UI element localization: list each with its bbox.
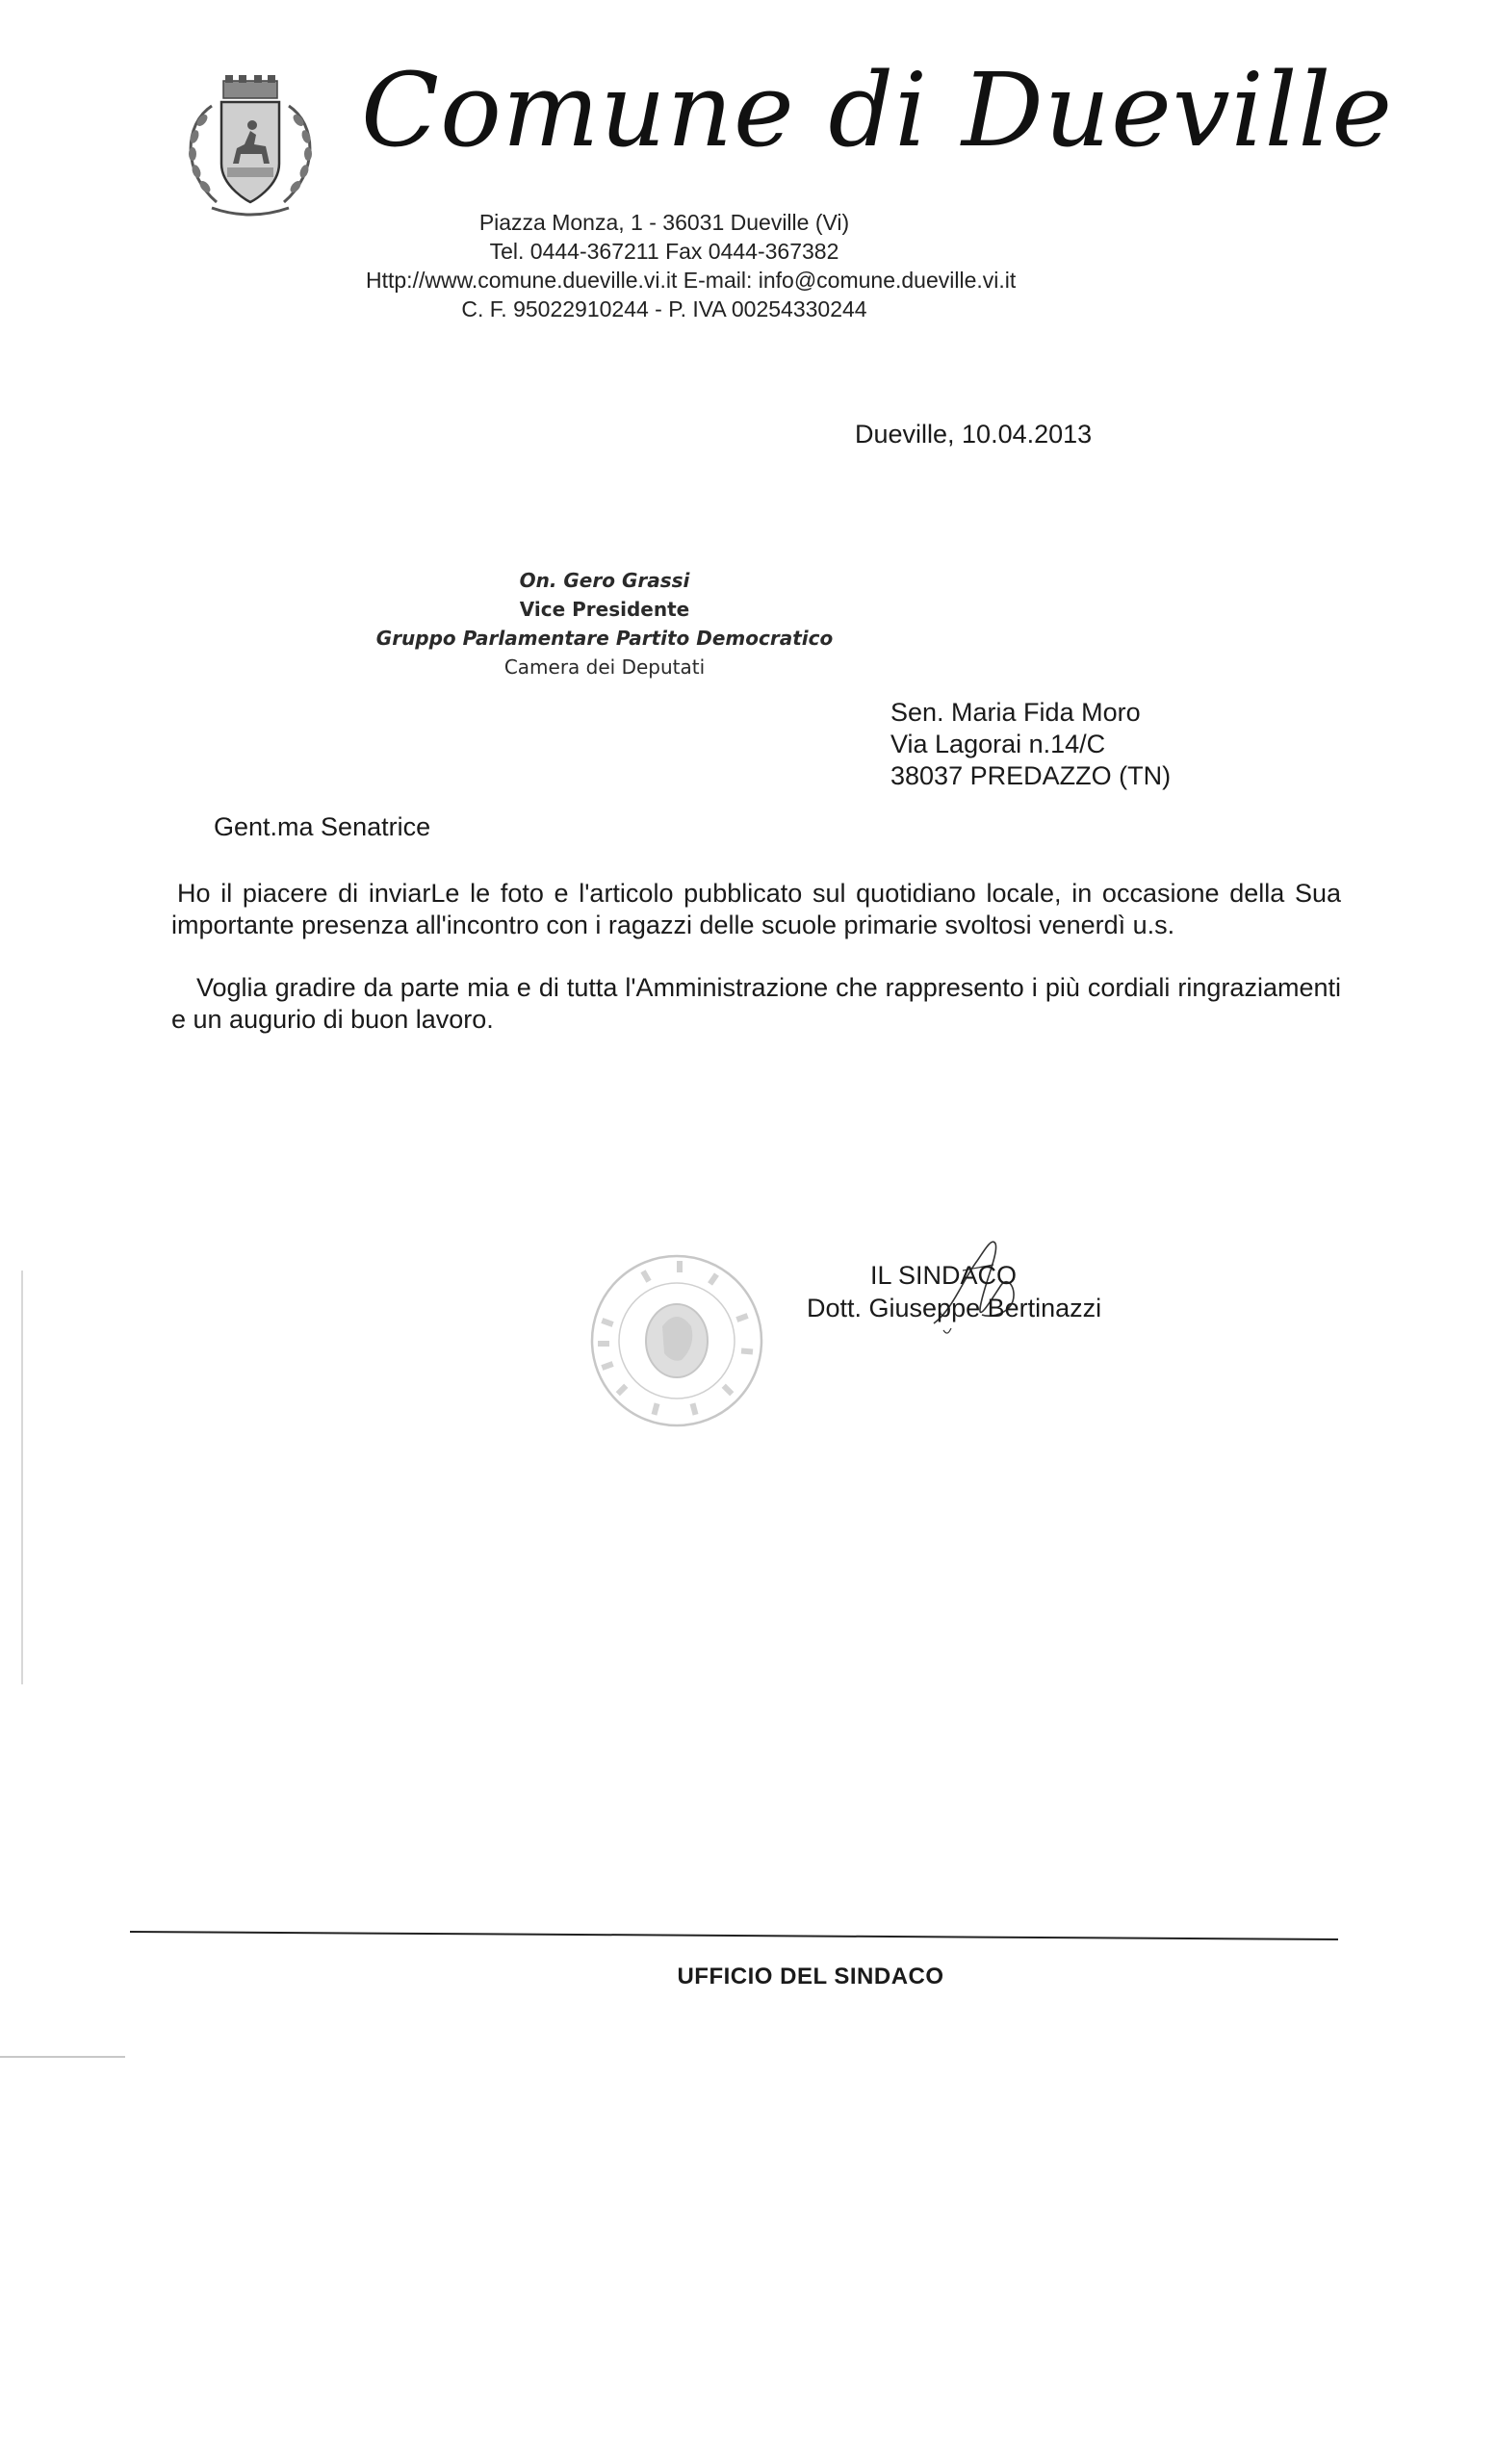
address: Piazza Monza, 1 - 36031 Dueville (Vi) — [478, 210, 850, 235]
recipient-name: Sen. Maria Fida Moro — [890, 698, 1141, 727]
municipality-name: Comune di Dueville — [361, 51, 1394, 169]
phone-fax: Tel. 0444-367211 Fax 0444-367382 — [489, 239, 839, 264]
footer-office: UFFICIO DEL SINDACO — [677, 1964, 944, 1989]
signer-name: Dott. Giuseppe Bertinazzi — [807, 1294, 1102, 1322]
footer-divider — [130, 1929, 1338, 1942]
body-paragraph: Voglia gradire da parte mia e di tutta l'Amministrazione che rappresento i più cordiali ringraziamenti e un augurio di buon lavoro. — [171, 973, 1341, 1034]
body-paragraph: Ho il piacere di inviarLe le foto e l'articolo pubblicato sul quotidiano locale, in occasione della Sua importante presenza all'incontro con i ragazzi delle scuole primarie svoltosi venerdì u.s. — [171, 879, 1341, 939]
recipient-city: 38037 PREDAZZO (TN) — [890, 761, 1172, 790]
cc-chamber: Camera dei Deputati — [503, 655, 706, 679]
coat-of-arms-icon — [173, 67, 327, 221]
cc-role: Vice Presidente — [519, 598, 690, 621]
contact-block — [366, 208, 1017, 323]
tax-codes: C. F. 95022910244 - P. IVA 00254330244 — [461, 296, 867, 321]
cc-stamp — [374, 566, 836, 681]
cc-group: Gruppo Parlamentare Partito Democratico — [375, 627, 834, 650]
scan-edge-artifact — [0, 2056, 125, 2058]
cc-name: On. Gero Grassi — [519, 569, 690, 592]
scan-edge-artifact — [21, 1270, 23, 1684]
signature-block — [807, 1259, 1101, 1324]
salutation: Gent.ma Senatrice — [214, 812, 431, 841]
official-seal-icon — [585, 1249, 768, 1432]
signer-title: IL SINDACO — [870, 1261, 1018, 1290]
web-email: Http://www.comune.dueville.vi.it E-mail: info@comune.dueville.vi.it — [366, 268, 1017, 293]
recipient-street: Via Lagorai n.14/C — [890, 730, 1106, 758]
letter-date: Dueville, 10.04.2013 — [855, 420, 1093, 449]
recipient-address — [890, 697, 1171, 792]
